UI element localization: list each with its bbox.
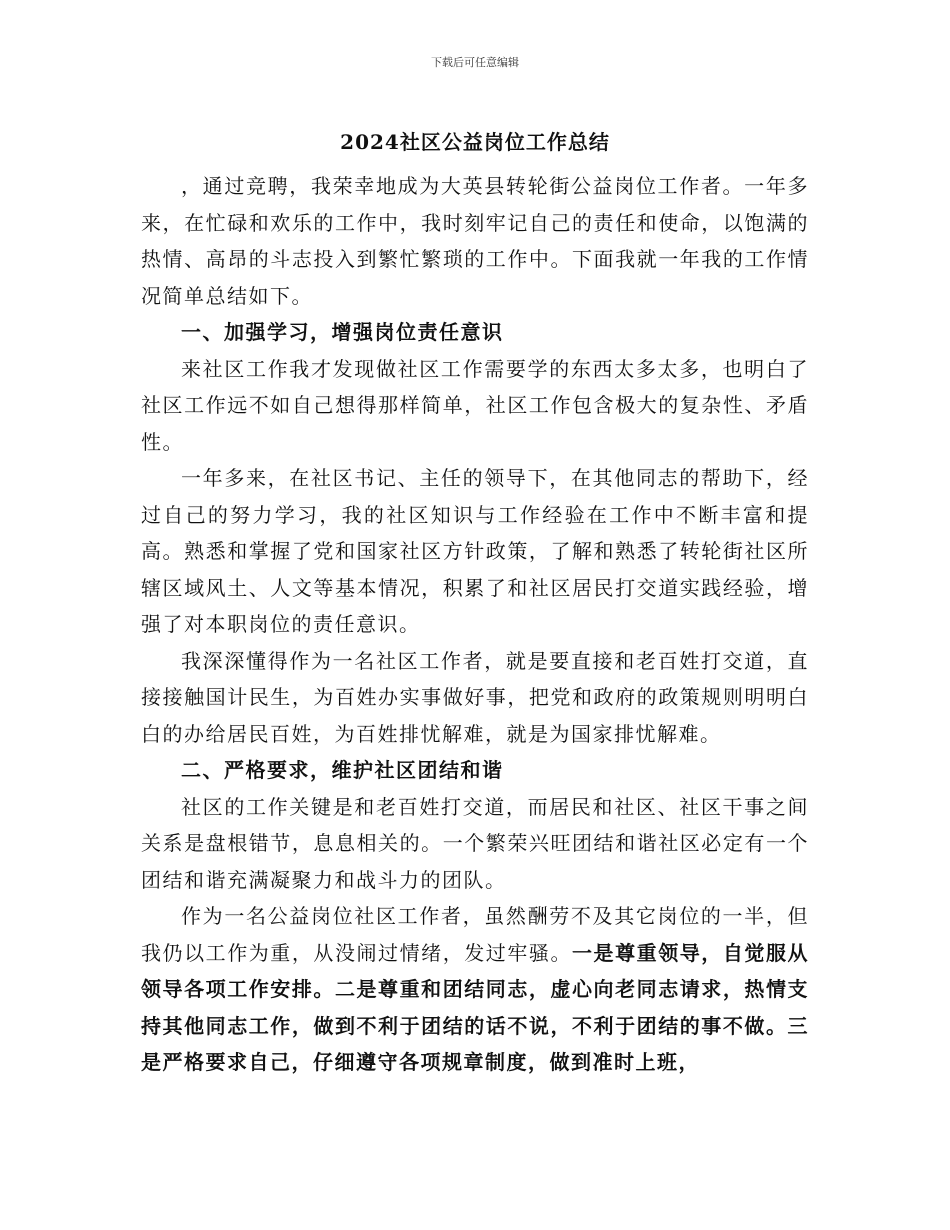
paragraph-normal-text: 作为一名公益岗位社区工作者，虽然酬劳不及其它岗位的一半，但我仍以工作为重，从没闹过情绪，发过牢骚。 [141,904,809,965]
body-paragraph: 一年多来，在社区书记、主任的领导下，在其他同志的帮助下，经过自己的努力学习，我的社区知识与工作经验在工作中不断丰富和提高。熟悉和掌握了党和国家社区方针政策，了解和熟悉了转轮街社区所辖区域风土、人文等基本情况，积累了和社区居民打交道实践经验，增强了对本职岗位的责任意识。 [141,466,809,636]
document-body [141,168,809,1081]
body-paragraph: 我深深懂得作为一名社区工作者，就是要直接和老百姓打交道，直接接触国计民生，为百姓办实事做好事，把党和政府的政策规则明明白白的办给居民百姓，为百姓排忧解难，就是为国家排忧解难。 [141,648,809,746]
body-paragraph: 来社区工作我才发现做社区工作需要学的东西太多太多，也明白了社区工作远不如自己想得那样简单，社区工作包含极大的复杂性、矛盾性。 [141,356,809,454]
section-heading-1: 一、加强学习，增强岗位责任意识 [181,320,504,344]
document-title: 2024社区公益岗位工作总结 [340,130,610,154]
section-heading-2: 二、严格要求，维护社区团结和谐 [181,758,504,782]
body-paragraph: 社区的工作关键是和老百姓打交道，而居民和社区、社区干事之间关系是盘根错节，息息相关的。一个繁荣兴旺团结和谐社区必定有一个团结和谐充满凝聚力和战斗力的团队。 [141,794,809,892]
header-note: 下载后可任意编辑 [431,56,519,69]
body-paragraph-mixed [141,898,809,1081]
paragraph-bold-text: 一是尊重领导，自觉服从领导各项工作安排。二是尊重和团结同志，虚心向老同志请求，热情支持其他同志工作，做到不利于团结的话不说，不利于团结的事不做。三是严格要求自己，仔细遵守各项规章制度，做到准时上班， [141,940,810,1074]
intro-paragraph: ，通过竞聘，我荣幸地成为大英县转轮街公益岗位工作者。一年多来，在忙碌和欢乐的工作中，我时刻牢记自己的责任和使命，以饱满的热情、高昂的斗志投入到繁忙繁琐的工作中。下面我就一年我的工作情况简单总结如下。 [141,174,809,308]
